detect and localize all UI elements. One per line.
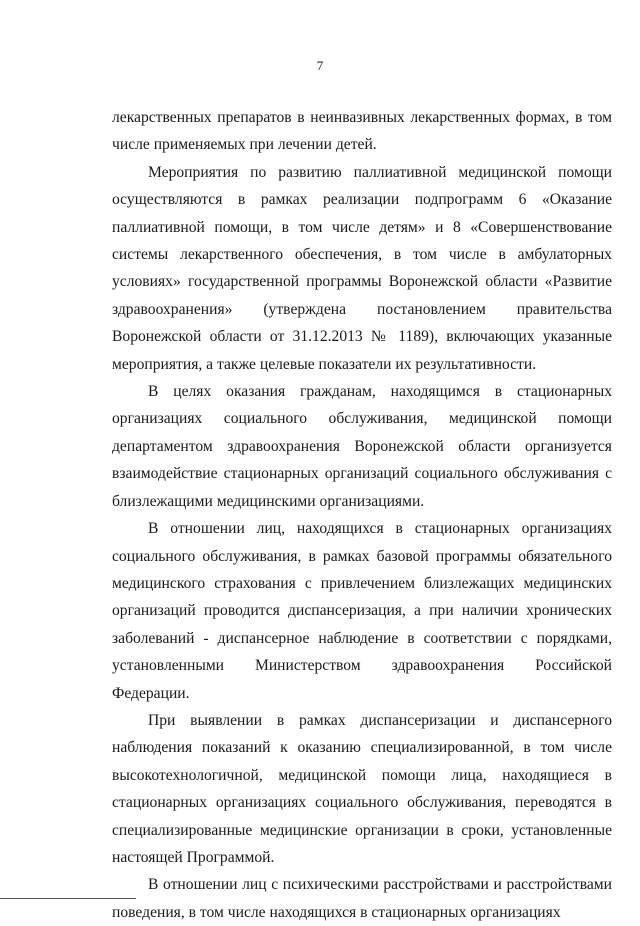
paragraph-mental-disorders: В отношении лиц с психическими расстройствами и расстройствами поведения, в том числе находящихся в стационарных организациях xyxy=(112,876,612,921)
paragraph-palliative-measures: Мероприятия по развитию паллиативной медицинской помощи осуществляются в рамках реализации подпрограмм 6 «Оказание паллиативной помощи, в том числе детям» и 8 «Совершенствование системы лекарственного обеспечения, в том числе в амбулаторных условиях» государственной программы Воронежской области «Развитие здравоохранения» (утверждена постановлением правительства Воронежской области от 31.12.2013 № 1189), включающих указанные мероприятия, а также целевые показатели их результативности. xyxy=(112,163,612,373)
paragraph-continuation: лекарственных препаратов в неинвазивных лекарственных формах, в том числе применяемых при лечении детей. xyxy=(112,109,612,154)
paragraph-specialized-care-transfer: При выявлении в рамках диспансеризации и диспансерного наблюдения показаний к оказанию специализированной, в том числе высокотехнологичной, медицинской помощи лица, находящиеся в стационарных организациях социального обслуживания, переводятся в специализированные медицинские организации в сроки, установленные настоящей Программой. xyxy=(112,711,612,866)
page-number: 7 xyxy=(316,58,324,73)
footnote-separator xyxy=(0,898,136,899)
paragraph-social-organizations-care: В целях оказания гражданам, находящимся в стационарных организациях социального обслуживания, медицинской помощи департаментом здравоохранения Воронежской области организуется взаимодействие стационарных организаций социального обслуживания с близлежащими медицинскими организациями. xyxy=(112,383,612,510)
paragraph-dispensarization: В отношении лиц, находящихся в стационарных организациях социального обслуживания, в рамках базовой программы обязательного медицинского страхования с привлечением близлежащих медицинских организаций проводится диспансеризация, а при наличии хронических заболеваний - диспансерное наблюдение в соответствии с порядками, установленными Министерством здравоохранения Российской Федерации. xyxy=(112,520,612,702)
document-body xyxy=(112,104,612,926)
